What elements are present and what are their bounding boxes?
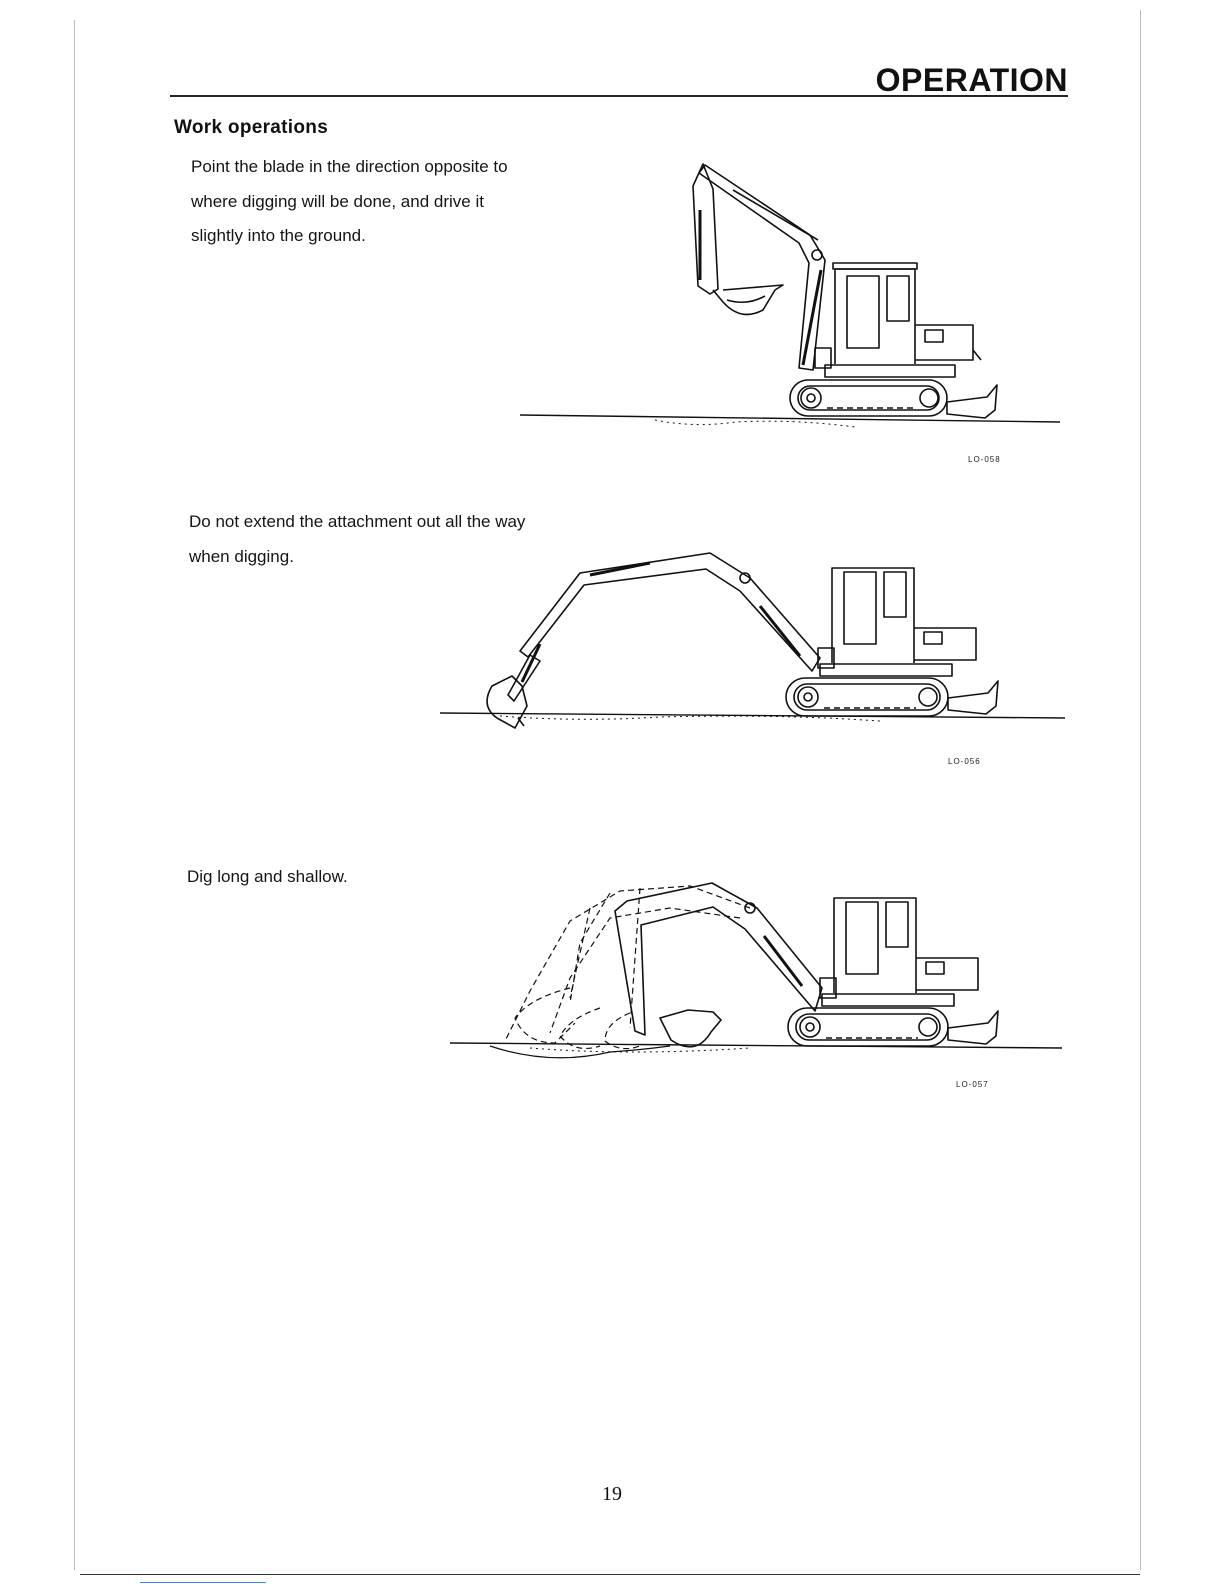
excavator-bucket-raised-illustration xyxy=(515,150,1075,450)
paragraph-dig-shallow: Dig long and shallow. xyxy=(187,867,348,886)
page-heading: Work operations xyxy=(174,117,329,138)
figure-2 xyxy=(440,548,1070,748)
page-number: 19 xyxy=(602,1483,622,1505)
scan-right-edge xyxy=(1140,10,1141,1570)
excavator-shallow-dig-illustration xyxy=(450,868,1070,1088)
figure-3-code: LO-057 xyxy=(956,1080,989,1089)
excavator-arm-extended-illustration xyxy=(440,548,1070,748)
figure-3 xyxy=(450,868,1070,1088)
paragraph-blade-instruction: Point the blade in the direction opposite to where digging will be done, and drive it slightly into the ground. xyxy=(191,157,508,245)
footer-rule xyxy=(80,1574,1140,1575)
paragraph-attachment-warning: Do not extend the attachment out all the way when digging. xyxy=(189,512,526,566)
figure-1 xyxy=(515,150,1075,450)
figure-1-code: LO-058 xyxy=(968,455,1001,464)
footer-scan-mark xyxy=(140,1582,266,1583)
figure-2-code: LO-056 xyxy=(948,757,981,766)
section-title: OPERATION xyxy=(875,62,1068,98)
scan-left-edge xyxy=(74,20,75,1570)
